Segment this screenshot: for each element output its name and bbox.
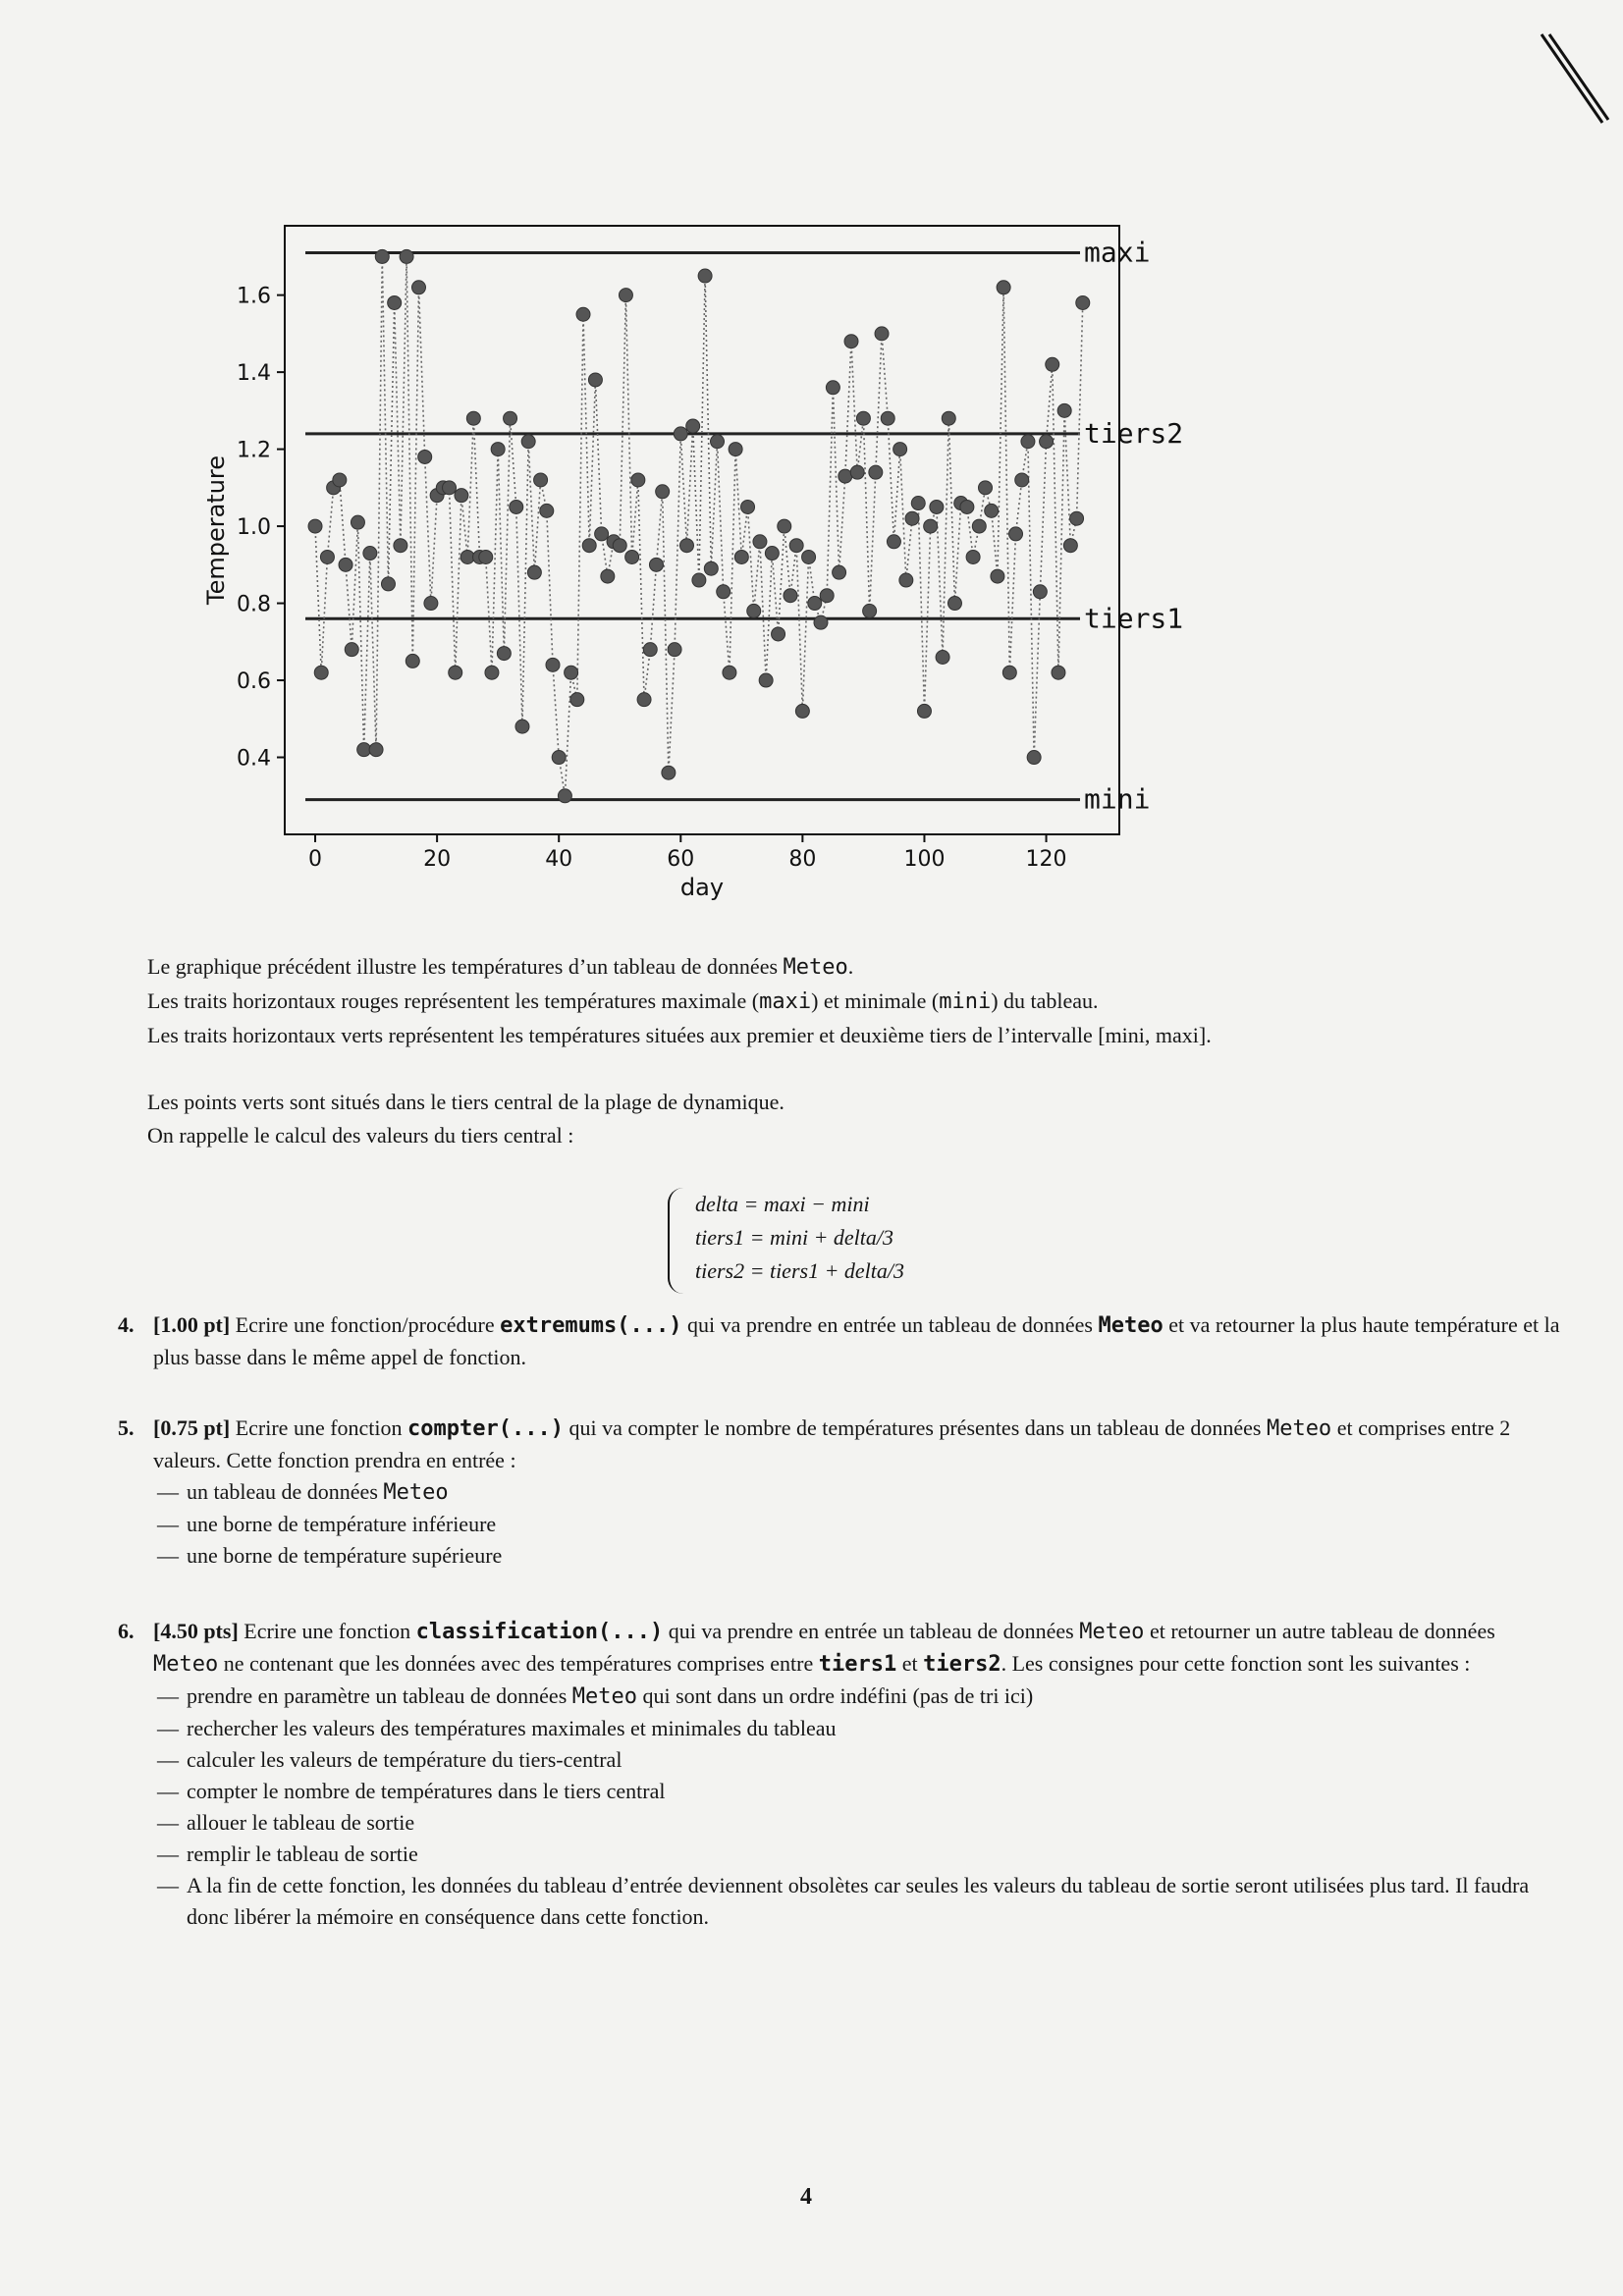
data-point bbox=[917, 704, 931, 718]
data-point bbox=[1033, 585, 1047, 599]
data-point bbox=[649, 558, 663, 571]
tiers-formula bbox=[668, 1188, 1060, 1301]
data-point bbox=[449, 666, 462, 679]
dotted-segment bbox=[1034, 592, 1040, 758]
formula-line-delta: delta = maxi − mini bbox=[695, 1192, 870, 1216]
dotted-segment bbox=[802, 557, 808, 711]
data-point bbox=[491, 443, 505, 456]
paragraph-recall: On rappelle le calcul des valeurs du tiers central : bbox=[147, 1123, 574, 1148]
dotted-segment bbox=[644, 650, 650, 700]
data-point bbox=[662, 766, 676, 779]
dotted-segment bbox=[1016, 480, 1022, 534]
dotted-segment bbox=[1047, 364, 1053, 441]
dotted-segment bbox=[882, 334, 888, 418]
x-tick-label: 60 bbox=[667, 847, 695, 872]
data-point bbox=[1015, 473, 1029, 487]
formula-line-tiers1: tiers1 = mini + delta/3 bbox=[695, 1225, 894, 1250]
question-4: 4. [1.00 pt] Ecrire une fonction/procédure extremums(...) qui va prendre en entrée un tableau de données Meteo et va retourner la plus haute température et la plus basse dans le même appel de fonction. bbox=[118, 1309, 1561, 1373]
list-item: — prendre en paramètre un tableau de données Meteo qui sont dans un ordre indéfini (pas de tri ici) bbox=[157, 1681, 1561, 1713]
data-point bbox=[972, 519, 986, 533]
data-point bbox=[741, 500, 755, 513]
hline-label-maxi: maxi bbox=[1084, 236, 1151, 269]
data-point bbox=[692, 573, 706, 587]
dotted-segment bbox=[784, 526, 790, 596]
dotted-segment bbox=[686, 426, 692, 546]
dotted-segment bbox=[492, 450, 498, 673]
dotted-segment bbox=[370, 554, 376, 750]
dotted-segment bbox=[839, 476, 845, 572]
dotted-segment bbox=[406, 256, 412, 661]
dotted-segment bbox=[547, 510, 553, 665]
data-point bbox=[1057, 403, 1071, 417]
x-tick-label: 80 bbox=[788, 847, 817, 872]
dotted-segment bbox=[412, 288, 418, 662]
data-point bbox=[711, 435, 725, 449]
data-point bbox=[333, 473, 347, 487]
dotted-segment bbox=[327, 488, 333, 558]
data-point bbox=[850, 465, 864, 479]
list-item: — une borne de température inférieure bbox=[157, 1509, 1561, 1540]
data-point bbox=[887, 535, 900, 549]
data-point bbox=[1046, 357, 1059, 371]
dotted-segment bbox=[705, 276, 711, 568]
data-point bbox=[534, 473, 548, 487]
dotted-segment bbox=[589, 380, 595, 546]
dotted-segment bbox=[851, 342, 857, 472]
data-point bbox=[521, 435, 535, 449]
dotted-segment bbox=[583, 314, 589, 545]
data-point bbox=[643, 643, 657, 657]
hline-label-tiers2: tiers2 bbox=[1084, 416, 1184, 450]
dotted-segment bbox=[680, 434, 686, 546]
dotted-segment bbox=[553, 665, 559, 757]
data-point bbox=[565, 666, 578, 679]
y-tick-label: 1.2 bbox=[237, 438, 271, 463]
dotted-segment bbox=[954, 504, 960, 604]
data-point bbox=[979, 481, 993, 495]
dotted-segment bbox=[595, 380, 601, 534]
data-point bbox=[631, 473, 645, 487]
dotted-segment bbox=[516, 507, 522, 726]
question-6-list bbox=[118, 1681, 1561, 1933]
data-point bbox=[723, 666, 736, 679]
x-tick-label: 0 bbox=[308, 847, 323, 872]
plot-frame bbox=[285, 226, 1119, 834]
data-point bbox=[619, 289, 632, 302]
dotted-segment bbox=[364, 554, 370, 750]
dotted-segment bbox=[741, 507, 747, 557]
pen-stroke-mark bbox=[1532, 29, 1610, 128]
data-point bbox=[339, 558, 352, 571]
data-point bbox=[826, 381, 839, 395]
dotted-segment bbox=[669, 650, 675, 774]
dotted-segment bbox=[625, 295, 631, 558]
data-point bbox=[668, 643, 681, 657]
dotted-segment bbox=[675, 434, 680, 650]
dotted-segment bbox=[937, 507, 943, 657]
data-point bbox=[985, 504, 999, 517]
data-point bbox=[947, 597, 961, 611]
list-item: — calculer les valeurs de température du tiers-central bbox=[157, 1744, 1561, 1776]
y-axis-label: Temperature bbox=[202, 454, 230, 606]
dotted-segment bbox=[906, 518, 912, 580]
dotted-segment bbox=[456, 496, 461, 673]
data-point bbox=[485, 666, 499, 679]
data-point bbox=[424, 597, 438, 611]
paragraph-green-points: Les points verts sont situés dans le tiers central de la plage de dynamique. bbox=[147, 1090, 784, 1114]
data-point bbox=[558, 789, 571, 803]
dotted-segment bbox=[796, 546, 802, 712]
x-axis-label: day bbox=[679, 874, 725, 901]
dotted-segment bbox=[620, 295, 625, 546]
x-tick-label: 20 bbox=[423, 847, 452, 872]
data-point bbox=[595, 527, 609, 541]
dotted-segment bbox=[534, 480, 540, 572]
dotted-segment bbox=[711, 442, 717, 568]
data-point bbox=[717, 585, 730, 599]
data-point bbox=[759, 673, 773, 687]
list-item: — A la fin de cette fonction, les données du tableau d’entrée deviennent obsolètes car seules les valeurs du tableau de sortie seront utilisées plus tard. Il faudra donc libérer la mémoire en conséquence dans cette fonction. bbox=[157, 1870, 1561, 1933]
data-point bbox=[1070, 511, 1084, 525]
paragraph-graph-intro: Le graphique précédent illustre les températures d’un tableau de données Meteo. bbox=[147, 954, 854, 980]
data-point bbox=[1076, 295, 1090, 309]
data-point bbox=[966, 550, 980, 563]
data-point bbox=[460, 550, 474, 563]
data-point bbox=[582, 539, 596, 553]
dotted-segment bbox=[352, 522, 357, 649]
dotted-segment bbox=[461, 496, 467, 558]
list-item: — une borne de température supérieure bbox=[157, 1540, 1561, 1572]
dotted-segment bbox=[790, 546, 796, 596]
dotted-segment bbox=[893, 450, 899, 542]
data-point bbox=[747, 604, 761, 617]
dotted-segment bbox=[528, 442, 534, 572]
data-point bbox=[911, 497, 925, 510]
dotted-segment bbox=[1003, 288, 1009, 672]
data-point bbox=[388, 295, 402, 309]
data-point bbox=[856, 411, 870, 425]
data-point bbox=[991, 569, 1004, 583]
hline-label-tiers1: tiers1 bbox=[1084, 602, 1184, 635]
data-point bbox=[905, 511, 919, 525]
dotted-segment bbox=[511, 418, 516, 507]
dotted-segment bbox=[650, 564, 656, 649]
data-point bbox=[784, 589, 797, 603]
data-point bbox=[765, 547, 779, 561]
data-point bbox=[601, 569, 615, 583]
dotted-segment bbox=[918, 504, 924, 712]
list-item: — allouer le tableau de sortie bbox=[157, 1807, 1561, 1839]
data-point bbox=[1009, 527, 1023, 541]
y-tick-label: 1.4 bbox=[237, 361, 271, 387]
temperature-scatter-chart bbox=[187, 206, 1184, 933]
dotted-segment bbox=[888, 418, 893, 542]
dotted-segment bbox=[772, 554, 778, 634]
data-point bbox=[381, 577, 395, 591]
dotted-segment bbox=[388, 302, 394, 583]
chart-hlines bbox=[305, 252, 1080, 799]
data-point bbox=[808, 597, 822, 611]
x-tick-label: 100 bbox=[903, 847, 946, 872]
data-point bbox=[893, 443, 907, 456]
data-point bbox=[936, 650, 949, 664]
dotted-segment bbox=[1009, 534, 1015, 672]
data-point bbox=[504, 411, 517, 425]
chart-axes bbox=[277, 226, 1119, 842]
question-number: 6. bbox=[118, 1619, 135, 1643]
data-point bbox=[772, 627, 785, 641]
paragraph-green-lines: Les traits horizontaux verts représentent les températures situées aux premier et deuxième tiers de l’intervalle [mini, maxi]. bbox=[147, 1023, 1212, 1047]
dotted-segment bbox=[522, 442, 528, 726]
chart-stems bbox=[315, 256, 1083, 795]
formula-line-tiers2: tiers2 = tiers1 + delta/3 bbox=[695, 1258, 905, 1283]
dotted-segment bbox=[735, 450, 741, 558]
data-point bbox=[406, 654, 419, 667]
list-item: — remplir le tableau de sortie bbox=[157, 1839, 1561, 1870]
dotted-segment bbox=[663, 492, 669, 773]
data-point bbox=[411, 281, 425, 294]
data-point bbox=[613, 539, 626, 553]
data-point bbox=[357, 743, 371, 757]
dotted-segment bbox=[418, 288, 424, 457]
data-point bbox=[899, 573, 913, 587]
dotted-segment bbox=[845, 342, 851, 476]
chart-points bbox=[308, 249, 1090, 802]
data-point bbox=[729, 443, 742, 456]
data-point bbox=[1027, 751, 1041, 765]
data-point bbox=[997, 281, 1010, 294]
data-point bbox=[1002, 666, 1016, 679]
data-point bbox=[625, 550, 639, 563]
data-point bbox=[400, 249, 413, 263]
data-point bbox=[734, 550, 748, 563]
dotted-segment bbox=[450, 488, 456, 672]
data-point bbox=[844, 335, 858, 348]
dotted-segment bbox=[967, 507, 973, 557]
dotted-segment bbox=[943, 418, 948, 657]
question-points: [4.50 pts] bbox=[153, 1619, 239, 1643]
data-point bbox=[778, 519, 791, 533]
dotted-segment bbox=[754, 542, 760, 612]
list-item: — rechercher les valeurs des températures maximales et minimales du tableau bbox=[157, 1713, 1561, 1744]
data-point bbox=[1021, 435, 1035, 449]
y-tick-label: 0.8 bbox=[237, 592, 271, 617]
data-point bbox=[497, 647, 511, 661]
dotted-segment bbox=[833, 388, 839, 572]
data-point bbox=[863, 604, 877, 617]
dotted-segment bbox=[876, 334, 882, 472]
data-point bbox=[802, 550, 816, 563]
data-point bbox=[576, 307, 590, 321]
dotted-segment bbox=[357, 522, 363, 750]
paragraph-red-lines: Les traits horizontaux rouges représentent les températures maximale (maxi) et minimale (mini) du tableau. bbox=[147, 988, 1099, 1014]
dotted-segment bbox=[1064, 410, 1070, 545]
page-number: 4 bbox=[800, 2184, 812, 2210]
question-number: 5. bbox=[118, 1415, 135, 1440]
list-item: — compter le nombre de températures dans le tiers central bbox=[157, 1776, 1561, 1807]
x-tick-label: 40 bbox=[545, 847, 573, 872]
y-tick-label: 0.4 bbox=[237, 746, 271, 772]
data-point bbox=[552, 751, 566, 765]
dotted-segment bbox=[638, 480, 644, 700]
dotted-segment bbox=[693, 426, 699, 580]
dotted-segment bbox=[565, 672, 570, 796]
data-point bbox=[704, 561, 718, 575]
data-point bbox=[546, 658, 560, 671]
formula-brace bbox=[668, 1188, 683, 1294]
data-point bbox=[308, 519, 322, 533]
x-tick-label: 120 bbox=[1025, 847, 1067, 872]
data-point bbox=[839, 469, 852, 483]
data-point bbox=[833, 565, 846, 579]
data-point bbox=[1063, 539, 1077, 553]
data-point bbox=[369, 743, 383, 757]
data-point bbox=[795, 704, 809, 718]
data-point bbox=[924, 519, 938, 533]
dotted-segment bbox=[346, 564, 352, 649]
data-point bbox=[418, 450, 432, 463]
dotted-segment bbox=[857, 418, 863, 472]
data-point bbox=[875, 327, 889, 341]
data-point bbox=[881, 411, 894, 425]
data-point bbox=[869, 465, 883, 479]
dotted-segment bbox=[827, 388, 833, 596]
dotted-segment bbox=[870, 472, 876, 611]
dotted-segment bbox=[321, 557, 327, 672]
question-number: 4. bbox=[118, 1312, 135, 1337]
question-points: [1.00 pt] bbox=[153, 1312, 231, 1337]
data-point bbox=[510, 500, 523, 513]
data-point bbox=[394, 539, 407, 553]
data-point bbox=[674, 427, 687, 441]
dotted-segment bbox=[340, 480, 346, 564]
data-point bbox=[686, 419, 700, 433]
dotted-segment bbox=[425, 456, 431, 603]
dotted-segment bbox=[766, 554, 772, 680]
data-point bbox=[960, 500, 974, 513]
dotted-segment bbox=[382, 256, 388, 584]
data-point bbox=[789, 539, 803, 553]
question-5: 5. [0.75 pt] Ecrire une fonction compter(...) qui va compter le nombre de températures présentes dans un tableau de données Meteo et comprises entre 2 valeurs. Cette fonction prendra en entrée : — un tableau de données Meteo — une borne de température inférieure — une borne de température supérieure bbox=[118, 1413, 1561, 1572]
data-point bbox=[679, 539, 693, 553]
dotted-segment bbox=[1028, 442, 1034, 758]
dotted-segment bbox=[467, 418, 473, 557]
dotted-segment bbox=[431, 496, 437, 604]
data-point bbox=[656, 485, 670, 499]
dotted-segment bbox=[1040, 442, 1046, 592]
data-point bbox=[753, 535, 767, 549]
data-point bbox=[527, 565, 541, 579]
data-point bbox=[540, 504, 554, 517]
y-tick-label: 1.6 bbox=[237, 284, 271, 309]
y-tick-label: 0.6 bbox=[237, 669, 271, 695]
question-5-list bbox=[118, 1476, 1561, 1572]
dotted-segment bbox=[401, 256, 406, 545]
dotted-segment bbox=[656, 492, 662, 565]
data-point bbox=[1040, 435, 1054, 449]
data-point bbox=[820, 589, 834, 603]
dotted-segment bbox=[315, 526, 321, 672]
question-6: 6. [4.50 pts] Ecrire une fonction classification(...) qui va prendre en entrée un tableau de données Meteo et retourner un autre tableau de données Meteo ne contenant que les données avec des températures comprises entre tiers1 et tiers2. Les consignes pour cette fonction sont les suivantes : — prendre en paramètre un tableau de données Meteo qui sont dans un ordre indéfini (pas de tri ici) — rechercher les valeurs des températures maximales et minimales du tableau — calculer les valeurs de température du tiers-central — compter le nombre de températures dans le tiers central — allouer le tableau de sortie — remplir le tableau de sortie — A la fin de cette fonction, les données du tableau d’entrée deviennent obsolètes car seules les valeurs du tableau de sortie seront utilisées plus tard. Il faudra donc libérer la mémoire en conséquence dans cette fonction. bbox=[118, 1616, 1561, 1933]
data-point bbox=[314, 666, 328, 679]
dotted-segment bbox=[473, 418, 479, 557]
data-point bbox=[930, 500, 944, 513]
dotted-segment bbox=[395, 302, 401, 545]
dotted-segment bbox=[998, 288, 1003, 576]
data-point bbox=[1052, 666, 1065, 679]
data-point bbox=[588, 373, 602, 387]
data-point bbox=[345, 643, 358, 657]
dotted-segment bbox=[486, 557, 492, 672]
data-point bbox=[351, 515, 364, 529]
list-item: — un tableau de données Meteo bbox=[157, 1476, 1561, 1509]
dotted-segment bbox=[1058, 410, 1064, 672]
data-point bbox=[942, 411, 955, 425]
data-point bbox=[570, 693, 584, 707]
dotted-segment bbox=[948, 418, 954, 603]
data-point bbox=[443, 481, 457, 495]
dotted-segment bbox=[863, 418, 869, 611]
dotted-segment bbox=[376, 256, 382, 749]
dotted-segment bbox=[1077, 302, 1083, 518]
data-point bbox=[698, 269, 712, 283]
hline-label-mini: mini bbox=[1084, 782, 1151, 816]
question-points: [0.75 pt] bbox=[153, 1415, 231, 1440]
data-point bbox=[515, 720, 529, 733]
data-point bbox=[479, 550, 493, 563]
data-point bbox=[466, 411, 480, 425]
data-point bbox=[455, 489, 468, 503]
data-point bbox=[363, 547, 377, 561]
data-point bbox=[637, 693, 651, 707]
dotted-segment bbox=[900, 450, 906, 580]
dotted-segment bbox=[724, 592, 730, 672]
data-point bbox=[320, 550, 334, 563]
dotted-segment bbox=[730, 450, 735, 673]
y-tick-label: 1.0 bbox=[237, 515, 271, 541]
data-point bbox=[375, 249, 389, 263]
dotted-segment bbox=[992, 510, 998, 576]
data-point bbox=[814, 615, 828, 629]
dotted-segment bbox=[498, 450, 504, 654]
dotted-segment bbox=[632, 480, 638, 557]
dotted-segment bbox=[577, 314, 583, 699]
